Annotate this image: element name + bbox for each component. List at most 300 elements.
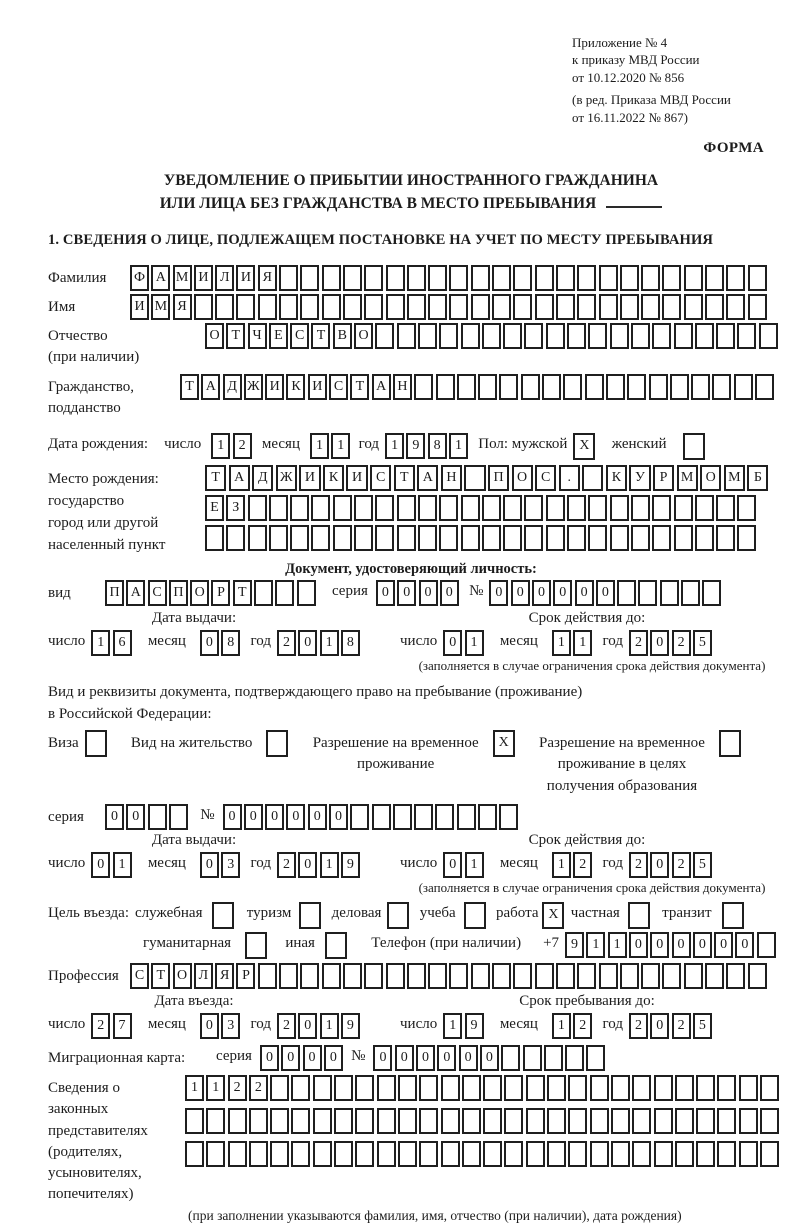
char-cell[interactable]: [355, 1108, 374, 1134]
char-cell[interactable]: Л: [194, 963, 213, 989]
char-cell[interactable]: [249, 1141, 268, 1167]
char-cell[interactable]: 0: [650, 932, 669, 958]
char-cell[interactable]: 0: [437, 1045, 456, 1071]
char-cell[interactable]: 0: [298, 852, 317, 878]
char-cell[interactable]: [547, 1141, 566, 1167]
char-cell[interactable]: [611, 1141, 630, 1167]
char-cell[interactable]: 9: [565, 932, 584, 958]
char-cell[interactable]: [397, 525, 416, 551]
char-cell[interactable]: [299, 902, 321, 929]
char-cell[interactable]: [397, 323, 416, 349]
char-cell[interactable]: [632, 1075, 651, 1101]
char-cell[interactable]: 0: [373, 1045, 392, 1071]
char-cell[interactable]: Я: [215, 963, 234, 989]
char-cell[interactable]: 0: [650, 630, 669, 656]
char-cell[interactable]: [582, 465, 603, 491]
char-cell[interactable]: [620, 963, 639, 989]
char-cell[interactable]: Т: [394, 465, 415, 491]
char-cell[interactable]: Т: [311, 323, 330, 349]
char-cell[interactable]: 0: [200, 1013, 219, 1039]
char-cell[interactable]: [546, 525, 565, 551]
char-cell[interactable]: [441, 1141, 460, 1167]
char-cell[interactable]: [311, 495, 330, 521]
char-cell[interactable]: 9: [341, 852, 360, 878]
char-cell[interactable]: [483, 1075, 502, 1101]
char-cell[interactable]: [185, 1108, 204, 1134]
char-cell[interactable]: [334, 1075, 353, 1101]
char-cell[interactable]: Я: [258, 265, 277, 291]
char-cell[interactable]: [414, 374, 433, 400]
char-cell[interactable]: [503, 495, 522, 521]
char-cell[interactable]: А: [372, 374, 391, 400]
char-cell[interactable]: Ч: [248, 323, 267, 349]
char-cell[interactable]: [279, 963, 298, 989]
char-cell[interactable]: [674, 323, 693, 349]
char-cell[interactable]: 0: [308, 804, 327, 830]
char-cell[interactable]: 2: [629, 630, 648, 656]
char-cell[interactable]: 1: [206, 1075, 225, 1101]
char-cell[interactable]: 2: [573, 852, 592, 878]
char-cell[interactable]: [739, 1108, 758, 1134]
char-cell[interactable]: [567, 323, 586, 349]
char-cell[interactable]: [535, 265, 554, 291]
char-cell[interactable]: [748, 265, 767, 291]
char-cell[interactable]: 1: [320, 630, 339, 656]
char-cell[interactable]: [248, 525, 267, 551]
char-cell[interactable]: Т: [233, 580, 252, 606]
char-cell[interactable]: [397, 495, 416, 521]
char-cell[interactable]: [279, 265, 298, 291]
char-cell[interactable]: [513, 963, 532, 989]
char-cell[interactable]: Т: [350, 374, 369, 400]
char-cell[interactable]: 0: [281, 1045, 300, 1071]
char-cell[interactable]: [354, 495, 373, 521]
char-cell[interactable]: 0: [650, 852, 669, 878]
char-cell[interactable]: 1: [465, 852, 484, 878]
char-cell[interactable]: [716, 323, 735, 349]
char-cell[interactable]: [350, 804, 369, 830]
char-cell[interactable]: [300, 294, 319, 320]
char-cell[interactable]: [375, 323, 394, 349]
char-cell[interactable]: 2: [277, 630, 296, 656]
char-cell[interactable]: [681, 580, 700, 606]
char-cell[interactable]: [492, 294, 511, 320]
char-cell[interactable]: [441, 1108, 460, 1134]
char-cell[interactable]: [418, 525, 437, 551]
char-cell[interactable]: О: [354, 323, 373, 349]
char-cell[interactable]: [760, 1075, 779, 1101]
char-cell[interactable]: [386, 265, 405, 291]
char-cell[interactable]: [464, 465, 485, 491]
char-cell[interactable]: [652, 495, 671, 521]
char-cell[interactable]: 0: [440, 580, 459, 606]
char-cell[interactable]: [632, 1141, 651, 1167]
char-cell[interactable]: И: [346, 465, 367, 491]
char-cell[interactable]: [482, 525, 501, 551]
char-cell[interactable]: 0: [303, 1045, 322, 1071]
char-cell[interactable]: 0: [397, 580, 416, 606]
char-cell[interactable]: А: [126, 580, 145, 606]
char-cell[interactable]: [461, 323, 480, 349]
char-cell[interactable]: [270, 1075, 289, 1101]
char-cell[interactable]: 1: [552, 1013, 571, 1039]
char-cell[interactable]: 0: [223, 804, 242, 830]
char-cell[interactable]: 0: [298, 630, 317, 656]
char-cell[interactable]: [457, 374, 476, 400]
char-cell[interactable]: 0: [443, 630, 462, 656]
char-cell[interactable]: 1: [608, 932, 627, 958]
char-cell[interactable]: [702, 580, 721, 606]
char-cell[interactable]: 0: [265, 804, 284, 830]
char-cell[interactable]: [492, 963, 511, 989]
char-cell[interactable]: [590, 1141, 609, 1167]
char-cell[interactable]: [387, 902, 409, 929]
char-cell[interactable]: 0: [376, 580, 395, 606]
char-cell[interactable]: [748, 294, 767, 320]
char-cell[interactable]: [652, 525, 671, 551]
char-cell[interactable]: [620, 265, 639, 291]
char-cell[interactable]: 0: [672, 932, 691, 958]
char-cell[interactable]: [717, 1075, 736, 1101]
char-cell[interactable]: [641, 963, 660, 989]
char-cell[interactable]: [526, 1075, 545, 1101]
char-cell[interactable]: [148, 804, 167, 830]
char-cell[interactable]: [311, 525, 330, 551]
char-cell[interactable]: [418, 495, 437, 521]
char-cell[interactable]: [675, 1108, 694, 1134]
char-cell[interactable]: [501, 1045, 520, 1071]
char-cell[interactable]: [449, 963, 468, 989]
char-cell[interactable]: [419, 1108, 438, 1134]
char-cell[interactable]: [717, 1141, 736, 1167]
char-cell[interactable]: [354, 525, 373, 551]
char-cell[interactable]: [464, 902, 486, 929]
char-cell[interactable]: К: [323, 465, 344, 491]
char-cell[interactable]: 1: [465, 630, 484, 656]
char-cell[interactable]: 2: [91, 1013, 110, 1039]
char-cell[interactable]: 1: [310, 433, 329, 459]
char-cell[interactable]: Т: [151, 963, 170, 989]
char-cell[interactable]: .: [559, 465, 580, 491]
char-cell[interactable]: [535, 294, 554, 320]
char-cell[interactable]: 0: [714, 932, 733, 958]
char-cell[interactable]: [696, 1075, 715, 1101]
char-cell[interactable]: [695, 495, 714, 521]
char-cell[interactable]: [471, 963, 490, 989]
char-cell[interactable]: [461, 495, 480, 521]
char-cell[interactable]: [449, 265, 468, 291]
char-cell[interactable]: [660, 580, 679, 606]
char-cell[interactable]: [684, 963, 703, 989]
char-cell[interactable]: 1: [91, 630, 110, 656]
char-cell[interactable]: [739, 1141, 758, 1167]
char-cell[interactable]: [641, 265, 660, 291]
char-cell[interactable]: [610, 323, 629, 349]
char-cell[interactable]: [377, 1075, 396, 1101]
char-cell[interactable]: [563, 374, 582, 400]
char-cell[interactable]: [755, 374, 774, 400]
char-cell[interactable]: [248, 495, 267, 521]
char-cell[interactable]: П: [169, 580, 188, 606]
char-cell[interactable]: [628, 902, 650, 929]
char-cell[interactable]: И: [299, 465, 320, 491]
char-cell[interactable]: [524, 525, 543, 551]
char-cell[interactable]: 0: [286, 804, 305, 830]
char-cell[interactable]: 0: [260, 1045, 279, 1071]
char-cell[interactable]: [483, 1141, 502, 1167]
char-cell[interactable]: Б: [747, 465, 768, 491]
char-cell[interactable]: [521, 374, 540, 400]
char-cell[interactable]: [577, 294, 596, 320]
char-cell[interactable]: [334, 1141, 353, 1167]
char-cell[interactable]: 1: [211, 433, 230, 459]
char-cell[interactable]: [734, 374, 753, 400]
char-cell[interactable]: 1: [449, 433, 468, 459]
char-cell[interactable]: З: [226, 495, 245, 521]
char-cell[interactable]: [249, 1108, 268, 1134]
char-cell[interactable]: [504, 1075, 523, 1101]
char-cell[interactable]: 0: [443, 852, 462, 878]
char-cell[interactable]: 1: [573, 630, 592, 656]
char-cell[interactable]: И: [236, 265, 255, 291]
char-cell[interactable]: [398, 1108, 417, 1134]
char-cell[interactable]: [85, 730, 107, 757]
char-cell[interactable]: И: [194, 265, 213, 291]
char-cell[interactable]: [757, 932, 776, 958]
char-cell[interactable]: Н: [393, 374, 412, 400]
char-cell[interactable]: К: [606, 465, 627, 491]
char-cell[interactable]: [457, 804, 476, 830]
char-cell[interactable]: [760, 1108, 779, 1134]
char-cell[interactable]: [355, 1141, 374, 1167]
char-cell[interactable]: [478, 804, 497, 830]
char-cell[interactable]: [300, 265, 319, 291]
char-cell[interactable]: [258, 294, 277, 320]
char-cell[interactable]: [631, 323, 650, 349]
char-cell[interactable]: И: [265, 374, 284, 400]
char-cell[interactable]: [568, 1108, 587, 1134]
char-cell[interactable]: 0: [395, 1045, 414, 1071]
char-cell[interactable]: 0: [735, 932, 754, 958]
char-cell[interactable]: 2: [629, 1013, 648, 1039]
char-cell[interactable]: [449, 294, 468, 320]
char-cell[interactable]: [556, 963, 575, 989]
char-cell[interactable]: Н: [441, 465, 462, 491]
char-cell[interactable]: 0: [419, 580, 438, 606]
char-cell[interactable]: 0: [693, 932, 712, 958]
char-cell[interactable]: 2: [573, 1013, 592, 1039]
char-cell[interactable]: [662, 265, 681, 291]
char-cell[interactable]: 8: [428, 433, 447, 459]
char-cell[interactable]: [439, 495, 458, 521]
char-cell[interactable]: [428, 294, 447, 320]
char-cell[interactable]: 1: [586, 932, 605, 958]
char-cell[interactable]: 2: [672, 1013, 691, 1039]
char-cell[interactable]: [236, 294, 255, 320]
char-cell[interactable]: [270, 1108, 289, 1134]
char-cell[interactable]: [290, 495, 309, 521]
char-cell[interactable]: [206, 1108, 225, 1134]
char-cell[interactable]: О: [190, 580, 209, 606]
char-cell[interactable]: [737, 495, 756, 521]
char-cell[interactable]: [215, 294, 234, 320]
char-cell[interactable]: [322, 294, 341, 320]
char-cell[interactable]: [737, 323, 756, 349]
char-cell[interactable]: [343, 963, 362, 989]
char-cell[interactable]: 0: [200, 630, 219, 656]
char-cell[interactable]: [386, 963, 405, 989]
char-cell[interactable]: [269, 495, 288, 521]
char-cell[interactable]: 1: [552, 630, 571, 656]
char-cell[interactable]: Ж: [244, 374, 263, 400]
char-cell[interactable]: [546, 323, 565, 349]
char-cell[interactable]: [547, 1075, 566, 1101]
char-cell[interactable]: Д: [223, 374, 242, 400]
char-cell[interactable]: [245, 932, 267, 959]
char-cell[interactable]: [590, 1108, 609, 1134]
char-cell[interactable]: 1: [113, 852, 132, 878]
char-cell[interactable]: [355, 1075, 374, 1101]
char-cell[interactable]: [565, 1045, 584, 1071]
char-cell[interactable]: [291, 1075, 310, 1101]
char-cell[interactable]: [759, 323, 778, 349]
char-cell[interactable]: П: [105, 580, 124, 606]
char-cell[interactable]: И: [130, 294, 149, 320]
char-cell[interactable]: С: [370, 465, 391, 491]
char-cell[interactable]: [228, 1108, 247, 1134]
char-cell[interactable]: [670, 374, 689, 400]
char-cell[interactable]: [492, 265, 511, 291]
char-cell[interactable]: 5: [693, 852, 712, 878]
char-cell[interactable]: [523, 1045, 542, 1071]
char-cell[interactable]: М: [724, 465, 745, 491]
char-cell[interactable]: [364, 294, 383, 320]
char-cell[interactable]: [739, 1075, 758, 1101]
char-cell[interactable]: [333, 525, 352, 551]
char-cell[interactable]: 1: [331, 433, 350, 459]
char-cell[interactable]: [716, 525, 735, 551]
char-cell[interactable]: 5: [693, 630, 712, 656]
char-cell[interactable]: [428, 265, 447, 291]
char-cell[interactable]: [526, 1141, 545, 1167]
char-cell[interactable]: [313, 1075, 332, 1101]
char-cell[interactable]: [499, 374, 518, 400]
char-cell[interactable]: [461, 525, 480, 551]
char-cell[interactable]: [462, 1141, 481, 1167]
char-cell[interactable]: 7: [113, 1013, 132, 1039]
char-cell[interactable]: [599, 265, 618, 291]
char-cell[interactable]: [504, 1141, 523, 1167]
char-cell[interactable]: М: [151, 294, 170, 320]
char-cell[interactable]: [695, 323, 714, 349]
char-cell[interactable]: [439, 323, 458, 349]
char-cell[interactable]: [407, 963, 426, 989]
char-cell[interactable]: 0: [575, 580, 594, 606]
char-cell[interactable]: [542, 374, 561, 400]
char-cell[interactable]: 1: [552, 852, 571, 878]
char-cell[interactable]: [325, 932, 347, 959]
char-cell[interactable]: 0: [596, 580, 615, 606]
char-cell[interactable]: [684, 265, 703, 291]
char-cell[interactable]: А: [201, 374, 220, 400]
char-cell[interactable]: [675, 1075, 694, 1101]
char-cell[interactable]: 0: [298, 1013, 317, 1039]
char-cell[interactable]: [279, 294, 298, 320]
char-cell[interactable]: С: [148, 580, 167, 606]
char-cell[interactable]: Р: [653, 465, 674, 491]
char-cell[interactable]: У: [629, 465, 650, 491]
char-cell[interactable]: 2: [672, 852, 691, 878]
char-cell[interactable]: А: [417, 465, 438, 491]
char-cell[interactable]: Д: [252, 465, 273, 491]
char-cell[interactable]: [194, 294, 213, 320]
char-cell[interactable]: [652, 323, 671, 349]
char-cell[interactable]: [212, 902, 234, 929]
char-cell[interactable]: [748, 963, 767, 989]
char-cell[interactable]: [588, 495, 607, 521]
char-cell[interactable]: [254, 580, 273, 606]
char-cell[interactable]: [375, 525, 394, 551]
char-cell[interactable]: [524, 323, 543, 349]
char-cell[interactable]: Т: [180, 374, 199, 400]
char-cell[interactable]: [712, 374, 731, 400]
char-cell[interactable]: 9: [406, 433, 425, 459]
char-cell[interactable]: [414, 804, 433, 830]
char-cell[interactable]: 0: [329, 804, 348, 830]
char-cell[interactable]: П: [488, 465, 509, 491]
char-cell[interactable]: [269, 525, 288, 551]
char-cell[interactable]: [524, 495, 543, 521]
char-cell[interactable]: В: [333, 323, 352, 349]
char-cell[interactable]: Я: [173, 294, 192, 320]
char-cell[interactable]: 0: [126, 804, 145, 830]
char-cell[interactable]: 3: [221, 1013, 240, 1039]
char-cell[interactable]: [364, 265, 383, 291]
char-cell[interactable]: С: [130, 963, 149, 989]
char-cell[interactable]: [610, 525, 629, 551]
char-cell[interactable]: 0: [91, 852, 110, 878]
char-cell[interactable]: 0: [200, 852, 219, 878]
char-cell[interactable]: [662, 963, 681, 989]
char-cell[interactable]: [435, 804, 454, 830]
char-cell[interactable]: [586, 1045, 605, 1071]
char-cell[interactable]: [705, 963, 724, 989]
char-cell[interactable]: 2: [228, 1075, 247, 1101]
char-cell[interactable]: И: [308, 374, 327, 400]
char-cell[interactable]: С: [290, 323, 309, 349]
char-cell[interactable]: [441, 1075, 460, 1101]
char-cell[interactable]: [546, 495, 565, 521]
char-cell[interactable]: 9: [341, 1013, 360, 1039]
char-cell[interactable]: [499, 804, 518, 830]
char-cell[interactable]: 8: [341, 630, 360, 656]
char-cell[interactable]: 2: [277, 1013, 296, 1039]
char-cell[interactable]: [428, 963, 447, 989]
char-cell[interactable]: 5: [693, 1013, 712, 1039]
char-cell[interactable]: [205, 525, 224, 551]
char-cell[interactable]: [364, 963, 383, 989]
char-cell[interactable]: [226, 525, 245, 551]
char-cell[interactable]: [674, 525, 693, 551]
char-cell[interactable]: [377, 1141, 396, 1167]
char-cell[interactable]: О: [173, 963, 192, 989]
char-cell[interactable]: [654, 1108, 673, 1134]
char-cell[interactable]: [535, 963, 554, 989]
char-cell[interactable]: [377, 1108, 396, 1134]
char-cell[interactable]: [169, 804, 188, 830]
char-cell[interactable]: [503, 525, 522, 551]
char-cell[interactable]: [547, 1108, 566, 1134]
